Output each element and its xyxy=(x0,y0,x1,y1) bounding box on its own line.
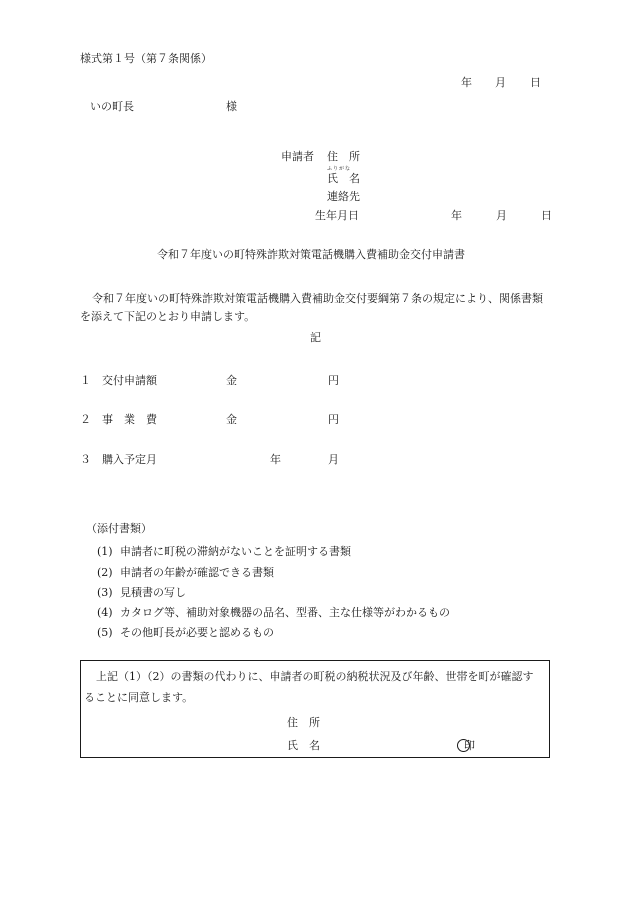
item-suffix: 円 xyxy=(328,374,339,387)
date-year-label: 年 xyxy=(461,76,472,89)
date-day-label: 日 xyxy=(530,76,541,89)
consent-line-1: 上記（1）（2）の書類の代わりに、申請者の町税の納税状況及び年齢、世帯を町が確認す xyxy=(96,670,534,683)
item-prefix: 金 xyxy=(226,374,237,387)
attachment-text: その他町長が必要と認めるもの xyxy=(120,626,274,639)
addressee-name: いの町長 xyxy=(90,100,134,113)
consent-line-2: ることに同意します。 xyxy=(84,691,194,704)
item-prefix: 金 xyxy=(226,413,237,426)
body-line-2: を添えて下記のとおり申請します。 xyxy=(80,310,256,323)
applicant-address-label: 住 所 xyxy=(327,150,360,163)
item-month: 月 xyxy=(328,453,339,466)
form-number: 様式第１号（第７条関係） xyxy=(80,52,212,65)
applicant-name-label: 氏 名 xyxy=(327,172,360,185)
consent-seal-label: 印 xyxy=(464,739,475,752)
attachment-text: 見積書の写し xyxy=(120,586,186,599)
item-number: １ xyxy=(80,374,91,387)
body-line-1: 令和７年度いの町特殊詐欺対策電話機購入費補助金交付要綱第７条の規定により、関係書類 xyxy=(92,292,543,305)
applicant-birth-label: 生年月日 xyxy=(315,209,359,222)
applicant-furigana-label: ふりがな xyxy=(327,166,352,172)
applicant-contact-label: 連絡先 xyxy=(327,190,360,203)
attachment-number: (5) xyxy=(97,626,113,639)
consent-address-label: 住 所 xyxy=(287,716,320,729)
item-number: ２ xyxy=(80,413,91,426)
attachment-text: カタログ等、補助対象機器の品名、型番、主な仕様等がわかるもの xyxy=(120,606,450,619)
applicant-label: 申請者 xyxy=(281,150,314,163)
applicant-birth-year: 年 xyxy=(451,209,462,222)
applicant-birth-day: 日 xyxy=(541,209,552,222)
item-label: 事 業 費 xyxy=(102,413,157,426)
applicant-birth-month: 月 xyxy=(496,209,507,222)
ki-label: 記 xyxy=(310,331,321,344)
date-month-label: 月 xyxy=(495,76,506,89)
consent-name-label: 氏 名 xyxy=(287,739,320,752)
attachment-number: (1) xyxy=(97,545,113,558)
item-year: 年 xyxy=(270,453,281,466)
attachment-text: 申請者に町税の滞納がないことを証明する書類 xyxy=(120,545,351,558)
item-label: 購入予定月 xyxy=(102,453,157,466)
attachment-number: (3) xyxy=(97,586,113,599)
attachment-text: 申請者の年齢が確認できる書類 xyxy=(120,566,274,579)
attachments-heading: （添付書類） xyxy=(86,522,152,535)
addressee-honorific: 様 xyxy=(226,100,237,113)
document-title: 令和７年度いの町特殊詐欺対策電話機購入費補助金交付申請書 xyxy=(157,248,465,261)
item-number: ３ xyxy=(80,453,91,466)
item-label: 交付申請額 xyxy=(102,374,157,387)
attachment-number: (4) xyxy=(97,606,113,619)
item-suffix: 円 xyxy=(328,413,339,426)
attachment-number: (2) xyxy=(97,566,113,579)
